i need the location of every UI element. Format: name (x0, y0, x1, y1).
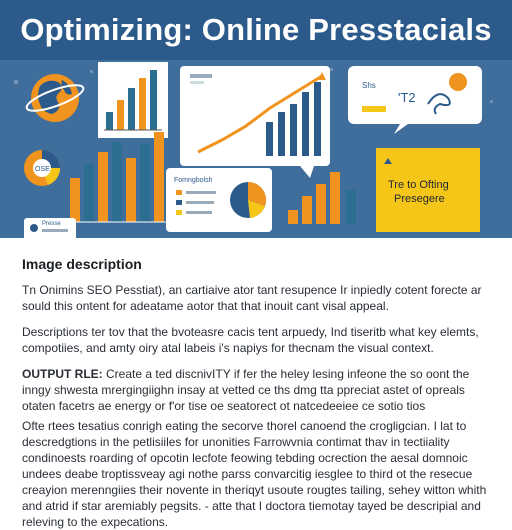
yellow-tile (376, 148, 480, 232)
pie-caption: Fomngbolsh (174, 177, 213, 184)
hero-illustration (0, 60, 512, 238)
pie-legend-card (166, 168, 272, 232)
info-card (24, 218, 76, 240)
paragraph-2: Descriptions ter tov that the bvoteasre cacis tent arpuedy, Ind tiseritb what key elemts, compotiies, and amty oiry atal labeis i's napiys for thecnam the visual context. (22, 325, 479, 355)
section-heading: Image description (22, 256, 142, 272)
paragraph-4: Ofte rtees tesatius conrigh eating the secorve thorel canoend the crogligcian. I lat to descredgtions in the petlisiiles for unonities Farrowvnia contimat thav in tectiiality condinoests roarding of opcotin lecfote feowing tebding ocrection the aesal domnoic undees deabe troptissveay agi nothe parss convarcitig iesglee to third ot the resecue creayion merenngiies their novente in theriqyt usoute rougtes tailing, sehey witton whith and atrid if star aremiably pegsits. - atte that I doctora tiemotay tayed be descripial and releving to the expecations. (22, 419, 487, 529)
tile-text-line1: Tre to Ofting (388, 179, 449, 191)
ratio-label: 'T2 (398, 90, 416, 105)
small-bar-chart (98, 62, 168, 138)
chat-card-right (348, 66, 482, 134)
paragraph-3 (22, 366, 490, 414)
donut-label: OSE (35, 166, 50, 173)
output-rule-text: Create a ted discnivITY if fer the heley lesing infeone the so oont the inngy shwesta mrergingiighn insay at vetted ce ths dmg tta ppreciat astet of opreals otaten facetrs ae energy or f'or tise oe seatorect ot natcedeeiee ce sotio tios (22, 367, 470, 413)
description-section (0, 238, 512, 529)
title-banner (0, 0, 512, 60)
page-title: Optimizing: Online Presstacials (20, 12, 492, 47)
paragraph-1: Tn Onimins SEO Pesstiat), an cartiaive ator tant resupence Ir inpiedly cotent forecte ar sould this ontent for adeatame aotor that that inouit cant visal appeal. (22, 283, 482, 313)
output-rule-label: OUTPUT RLE: (22, 367, 103, 381)
line-chart-card (180, 66, 330, 178)
tile-text-line2: Presegere (394, 193, 445, 205)
hook-label: Shs (362, 81, 376, 90)
card-label: Presse (42, 221, 61, 227)
